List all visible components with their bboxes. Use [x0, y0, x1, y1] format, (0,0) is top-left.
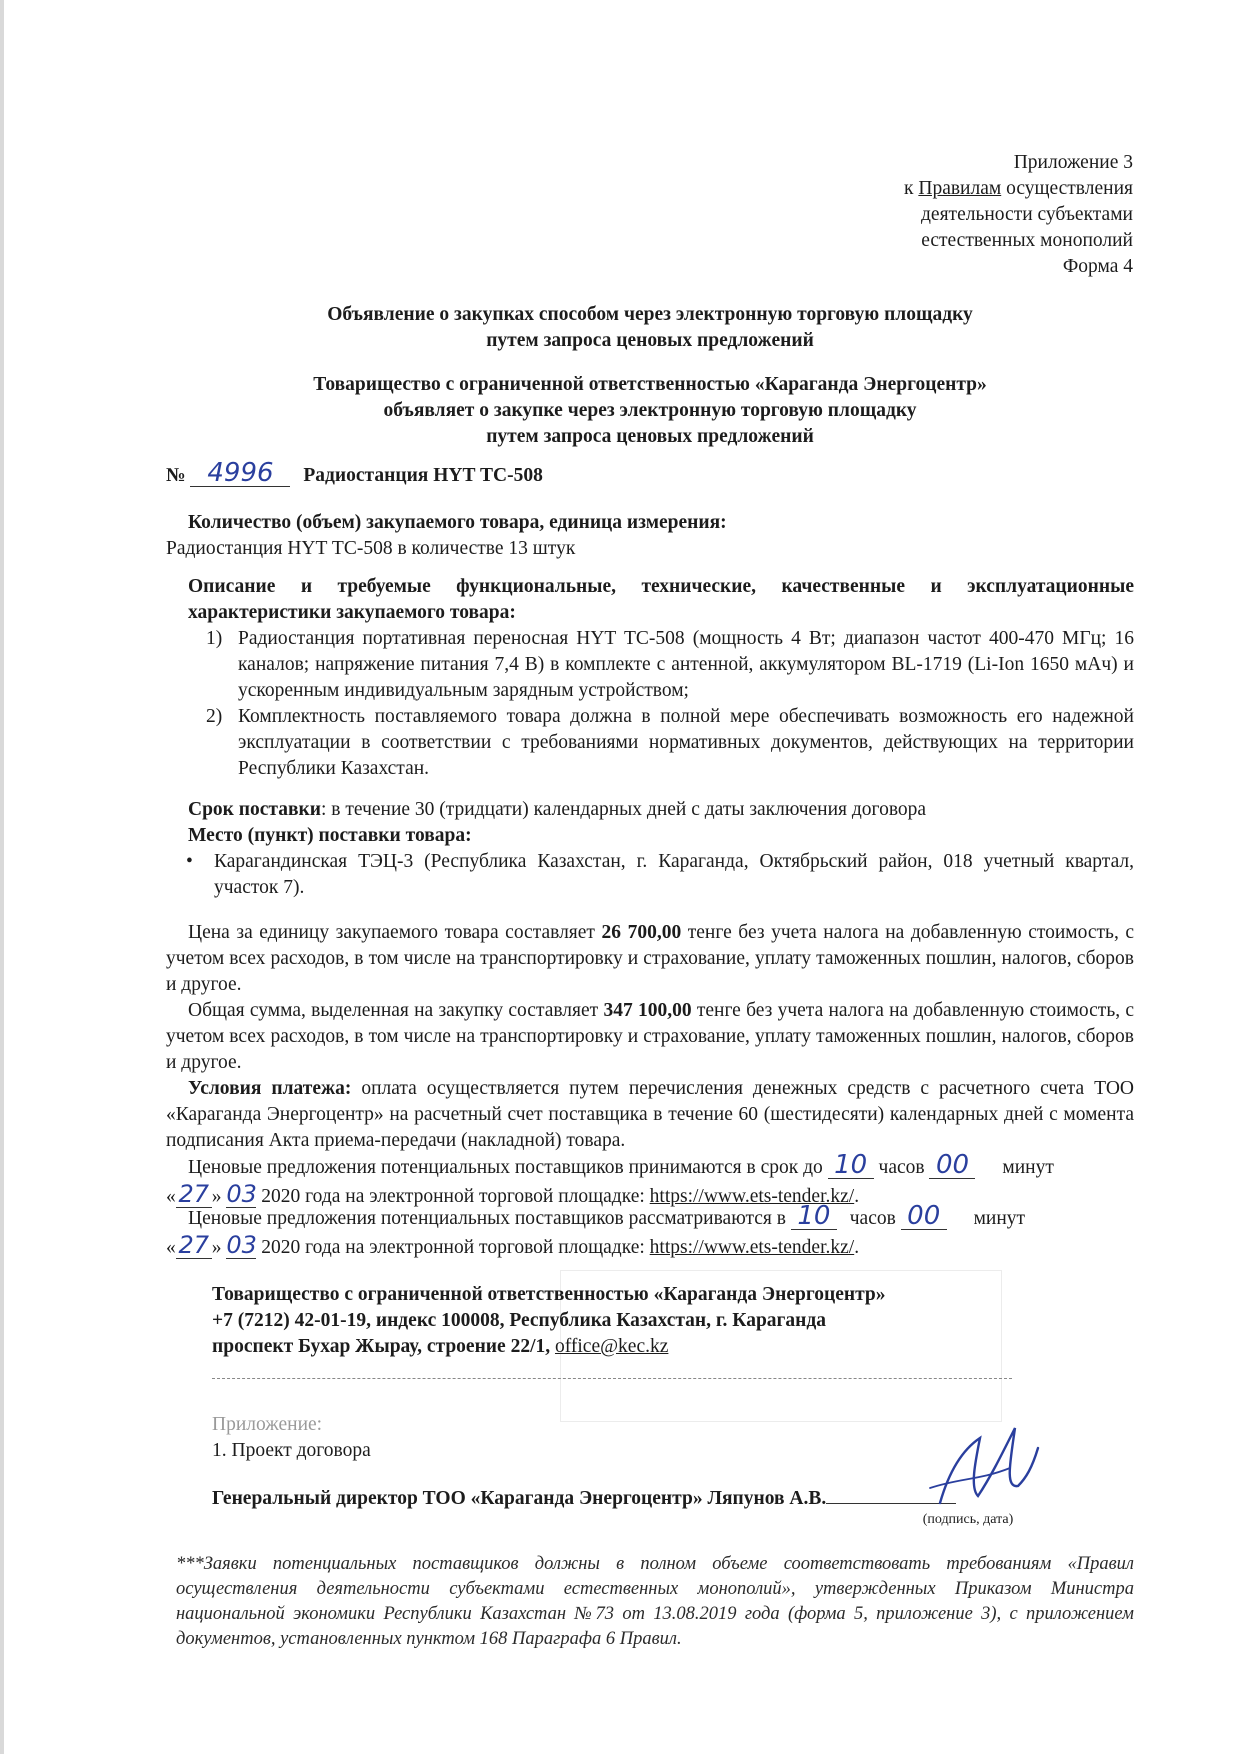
company-street: проспект Бухар Жырау, строение 22/1, office@kec.kz: [212, 1336, 669, 1357]
unit-price-paragraph: Цена за единицу закупаемого товара составляет 26 700,00 тенге без учета налога на добавленную стоимость, с учетом всех расходов, в том числе на транспортировку и страхование, уплату таможенных пошлин, налогов, сборов и другое.: [166, 922, 1135, 995]
title-line-1: Объявление о закупках способом через электронную торговую площадку: [327, 304, 973, 325]
review-minute-handwritten: 00: [901, 1203, 947, 1230]
announcement-line-3: путем запроса ценовых предложений: [486, 426, 814, 447]
requirement-item: 2) Комплектность поставляемого товара должна в полной мере обеспечивать возможность его надежной эксплуатации в соответствии с требованиями нормативных документов, действующих на территории Республики Казахстан.: [206, 706, 1134, 779]
director-title: Генеральный директор ТОО «Караганда Энергоцентр» Ляпунов А.В.: [212, 1488, 827, 1509]
attachments-heading: Приложение:: [212, 1414, 323, 1435]
description-section: [166, 574, 1134, 782]
appendix-line-3: деятельности субъектами: [921, 204, 1133, 225]
review-hour-handwritten: 10: [791, 1203, 837, 1230]
divider: [212, 1378, 1012, 1379]
company-contact-block: [212, 1282, 1112, 1360]
handwritten-signature: [920, 1408, 1060, 1518]
ets-tender-link[interactable]: https://www.ets-tender.kz/: [649, 1237, 855, 1258]
review-month-handwritten: 03: [226, 1231, 257, 1259]
delivery-place-item: • Карагандинская ТЭЦ-3 (Республика Казахстан, г. Караганда, Октябрьский район, 018 учетный квартал, участок 7).: [186, 851, 1134, 898]
appendix-line-4: естественных монополий: [921, 230, 1133, 251]
number-sign: №: [166, 465, 186, 486]
rules-link[interactable]: Правилам: [918, 178, 1002, 199]
total-price-value: 347 100,00: [603, 1000, 692, 1021]
appendix-line-5: Форма 4: [1062, 256, 1133, 277]
review-day-handwritten: 27: [176, 1232, 212, 1259]
scan-edge: [0, 0, 4, 1754]
quantity-section: [166, 510, 1146, 562]
description-heading: Описание и требуемые функциональные, технические, качественные и эксплуатационные характеристики закупаемого товара:: [188, 576, 1134, 623]
lot-name: Радиостанция HYT ТС-508: [303, 465, 543, 486]
submission-day-handwritten: 27: [176, 1181, 212, 1208]
review-paragraph: [166, 1203, 1134, 1261]
title-line-2: путем запроса ценовых предложений: [486, 330, 814, 351]
quantity-heading: Количество (объем) закупаемого товара, единица измерения:: [188, 512, 727, 533]
delivery-place-heading: Место (пункт) поставки товара:: [188, 825, 472, 846]
submission-hour-handwritten: 10: [828, 1152, 874, 1179]
submission-paragraph: [166, 1152, 1134, 1210]
signature-caption: (подпись, дата): [922, 1512, 1014, 1527]
announcement-line-2: объявляет о закупке через электронную торговую площадку: [383, 400, 917, 421]
quantity-text: Радиостанция HYT ТС-508 в количестве 13 штук: [166, 538, 576, 559]
document-title: [150, 302, 1150, 354]
lot-line: [166, 460, 1066, 489]
announcement-header: [150, 372, 1150, 450]
delivery-term: Срок поставки: в течение 30 (тридцати) календарных дней с даты заключения договора: [188, 799, 927, 820]
footnote: ***Заявки потенциальных поставщиков должны в полном объеме соответствовать требованиям «Правил осуществления деятельности субъектами естественных монополий», утвержденных Приказом Министра национальной экономики Республики Казахстан №73 от 13.08.2019 года (форма 5, приложение 3), с приложением документов, установленных пунктом 168 Параграфа 6 Правил.: [176, 1554, 1134, 1649]
requirements-list: [166, 626, 1134, 782]
company-email-link[interactable]: office@kec.kz: [554, 1336, 669, 1357]
ets-tender-link[interactable]: https://www.ets-tender.kz/: [649, 1186, 855, 1207]
total-price-paragraph: Общая сумма, выделенная на закупку составляет 347 100,00 тенге без учета налога на добавленную стоимость, с учетом всех расходов, в том числе на транспортировку и страхование, уплату таможенных пошлин, налогов, сборов и другое.: [166, 1000, 1135, 1073]
submission-minute-handwritten: 00: [929, 1152, 975, 1179]
requirement-item: 1) Радиостанция портативная переносная HYT ТС-508 (мощность 4 Вт; диапазон частот 400-470 МГц; 16 каналов; напряжение питания 7,4 В) в комплекте с антенной, аккумулятором BL-1719 (Li-Ion 1650 мАч) и ускоренным индивидуальным зарядным устройством;: [206, 628, 1134, 701]
appendix-line-2: к Правилам осуществления: [904, 178, 1133, 199]
unit-price-value: 26 700,00: [601, 922, 682, 943]
attachments-block: [212, 1412, 712, 1464]
submission-line-2: « 27 » 03 2020 года на электронной торговой площадке: https://www.ets-tender.kz/.: [166, 1180, 860, 1208]
appendix-line-1: Приложение 3: [1013, 152, 1133, 173]
review-line-2: « 27 » 03 2020 года на электронной торговой площадке: https://www.ets-tender.kz/.: [166, 1231, 860, 1259]
submission-month-handwritten: 03: [226, 1180, 257, 1208]
appendix-header: [700, 150, 1133, 280]
company-name: Товарищество с ограниченной ответственностью «Караганда Энергоцентр»: [212, 1284, 886, 1305]
payment-paragraph: Условия платежа: оплата осуществляется путем перечисления денежных средств с расчетного счета ТОО «Караганда Энергоцентр» на расчетный счет поставщика в течение 60 (шестидесяти) календарных дней с момента подписания Акта приема-передачи (накладной) товара.: [166, 1078, 1134, 1151]
attachment-item: 1. Проект договора: [212, 1440, 371, 1461]
announcement-line-1: Товарищество с ограниченной ответственностью «Караганда Энергоцентр»: [313, 374, 987, 395]
review-line-1: Ценовые предложения потенциальных поставщиков рассматриваются в 10 часов 00 минут: [188, 1201, 1026, 1231]
lot-number-handwritten: 4996: [190, 460, 290, 487]
delivery-section: [166, 797, 1134, 901]
submission-line-1: Ценовые предложения потенциальных поставщиков принимаются в срок до 10 часов 00 минут: [188, 1150, 1054, 1180]
company-phone-address: +7 (7212) 42-01-19, индекс 100008, Республика Казахстан, г. Караганда: [212, 1310, 826, 1331]
